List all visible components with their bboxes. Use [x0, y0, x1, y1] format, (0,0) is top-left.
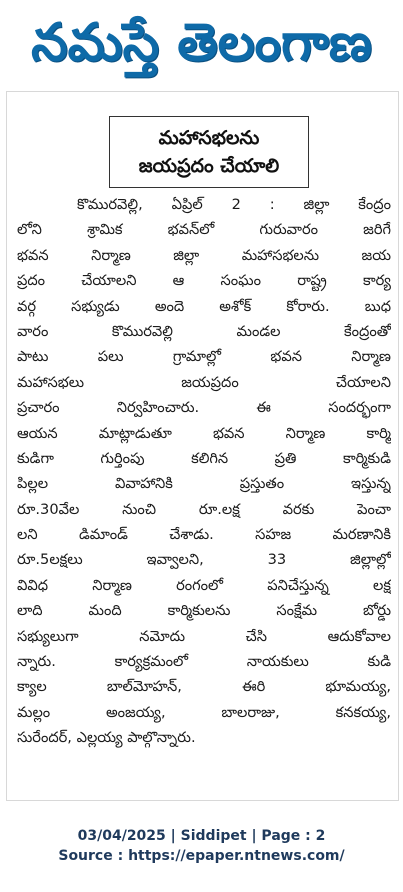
- body-line: ప్రదం చేయాలని ఆ సంఘం రాష్ట్ర కార్య: [17, 272, 391, 290]
- body-line: మల్లం అంజయ్య, బాలరాజు, కనకయ్య,: [17, 703, 391, 721]
- footer-source-link[interactable]: Source : https://epaper.ntnews.com/: [58, 848, 345, 864]
- body-line: వర్గ సభ్యుడు అందె అశోక్ కోరారు. బుధ: [17, 297, 391, 315]
- body-line: పాటు పలు గ్రామాల్లో భవన నిర్మాణ: [17, 348, 391, 366]
- headline-line-1: మహాసభలను: [158, 127, 260, 149]
- body-line: సభ్యులుగా నమోదు చేసి ఆదుకోవాల: [17, 627, 391, 645]
- body-line: క్యాల బాల్‌మోహన్, ఈరి భూమయ్య,: [17, 678, 391, 696]
- body-line: భవన నిర్మాణ జిల్లా మహాసభలను జయ: [17, 246, 391, 264]
- article-body: [17, 192, 391, 751]
- article-clipping: [6, 91, 399, 801]
- body-line: కుడిగా గుర్తింపు కలిగిన ప్రతి కార్మికుడి: [17, 449, 391, 467]
- body-line: సురేందర్, ఎల్లయ్య పాల్గొన్నారు.: [17, 729, 196, 747]
- headline-line-2: జయప్రదం చేయాలి: [138, 155, 280, 177]
- body-line: లాది మంది కార్మికులను సంక్షేమ బోర్డు: [17, 602, 391, 620]
- body-line: ఆయన మాట్లాడుతూ భవన నిర్మాణ కార్మి: [17, 424, 391, 442]
- footer-date-edition: 03/04/2025 | Siddipet | Page : 2: [77, 828, 326, 844]
- body-line: న్నారు. కార్యక్రమంలో నాయకులు కుడి: [17, 653, 391, 671]
- body-line: ప్రచారం నిర్వహించారు. ఈ సందర్భంగా: [17, 399, 391, 417]
- body-line: వారం కొమురవెల్లి మండల కేంద్రంతో: [17, 322, 391, 340]
- body-line: వివిధ నిర్మాణ రంగంలో పనిచేస్తున్న లక్ష: [17, 576, 391, 594]
- source-footer: [0, 826, 403, 866]
- body-line: కొమురవెల్లి, ఏప్రిల్ 2 : జిల్లా కేంద్రం: [77, 196, 391, 213]
- newspaper-masthead: [6, 8, 397, 78]
- masthead-title: నమస్తే తెలంగాణ: [31, 13, 372, 73]
- body-line: లోని శ్రామిక భవన్‌లో గురువారం జరిగే: [17, 221, 391, 239]
- headline-box: [109, 116, 309, 188]
- body-line: పిల్లల వివాహానికి ప్రస్తుతం ఇస్తున్న: [17, 475, 391, 493]
- body-line: మహాసభలు జయప్రదం చేయాలని: [17, 373, 391, 391]
- body-line: రూ.5లక్షలు ఇవ్వాలని, 33 జిల్లాల్లో: [17, 551, 391, 569]
- body-line: లని డిమాండ్ చేశాడు. సహజ మరణానికి: [17, 526, 391, 544]
- body-line: రూ.30వేల నుంచి రూ.లక్ష వరకు పెంచా: [17, 500, 391, 518]
